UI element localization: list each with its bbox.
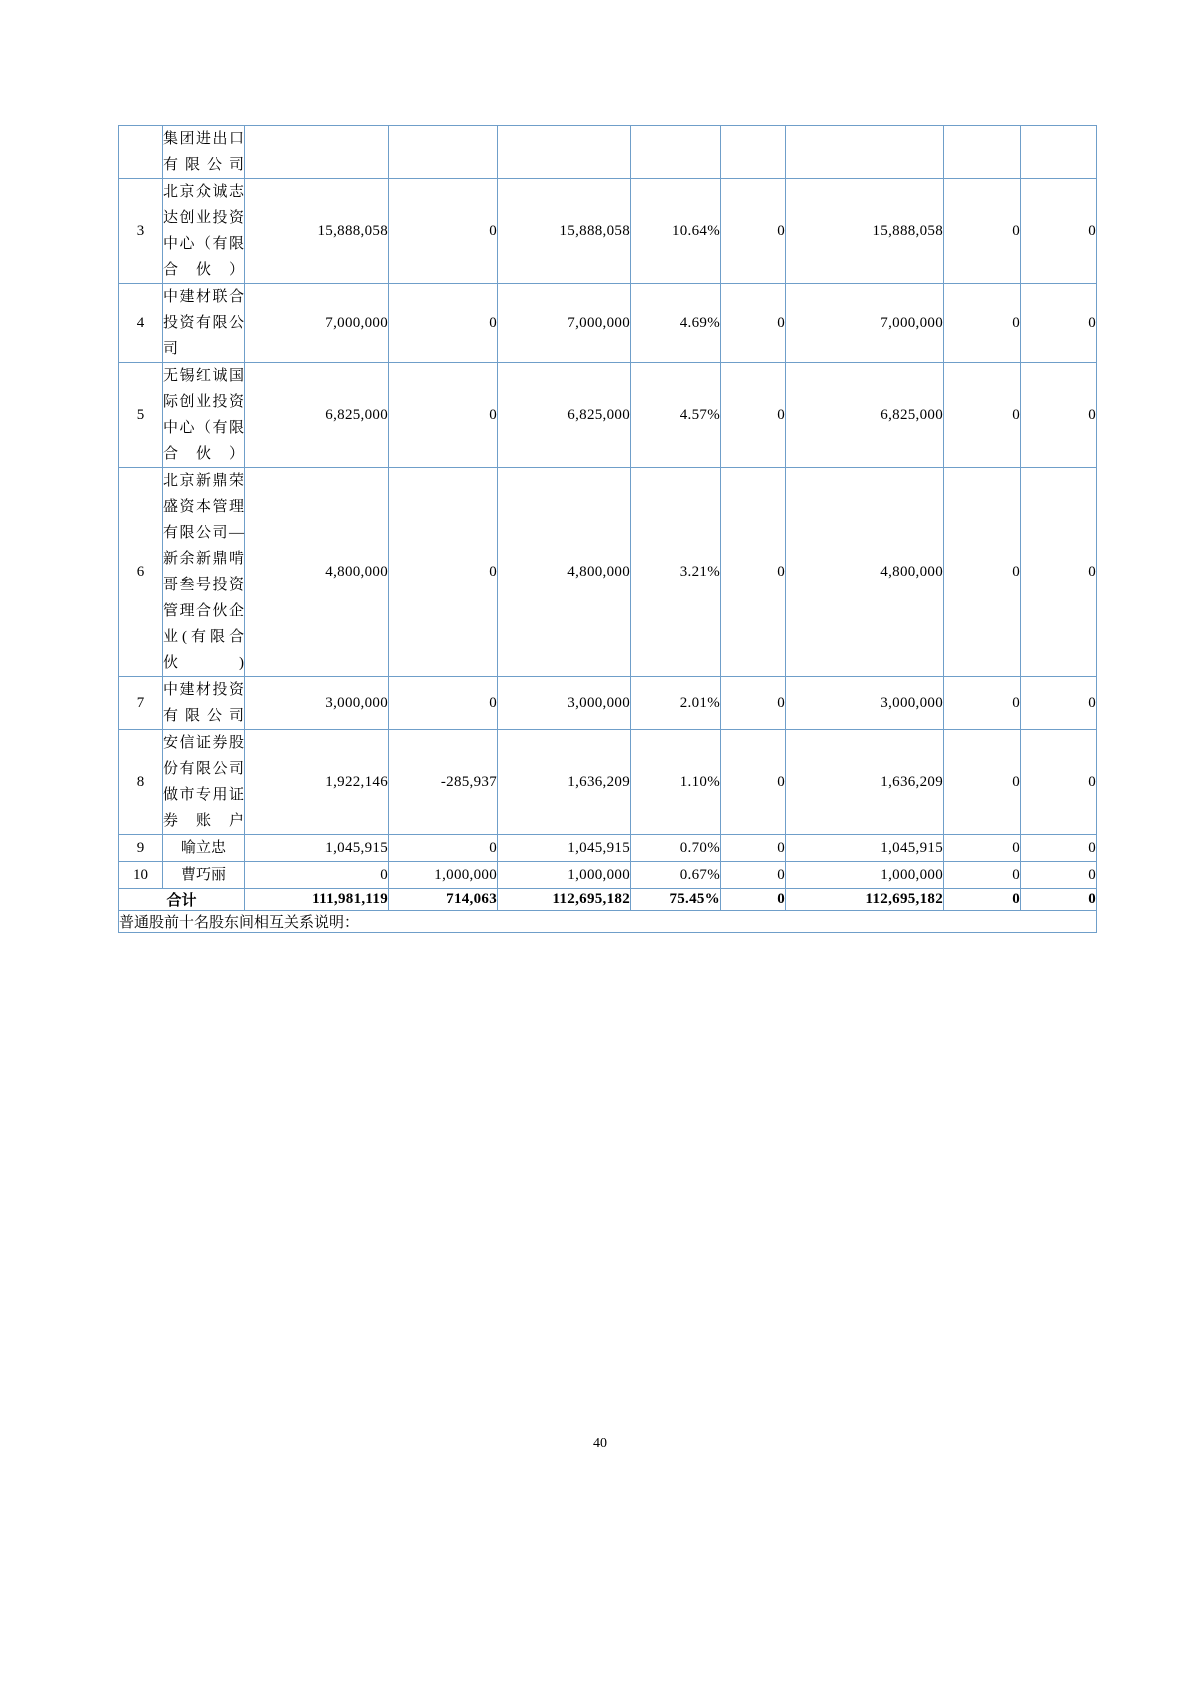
cell-value-4: 0: [721, 284, 786, 363]
cell-value-3: 4,800,000: [498, 468, 631, 677]
total-percent: 75.45%: [631, 889, 721, 911]
total-value-6: 0: [944, 889, 1021, 911]
cell-value-1: 0: [245, 862, 389, 889]
row-index: 8: [119, 730, 163, 835]
cell-value-4: [721, 126, 786, 179]
shareholder-name: 曹巧丽: [163, 862, 245, 889]
shareholder-name: 安信证券股份有限公司做市专用证券账户: [163, 730, 245, 835]
shareholder-name: 喻立忠: [163, 835, 245, 862]
shareholder-name: 北京新鼎荣盛资本管理有限公司—新余新鼎啃哥叁号投资管理合伙企业(有限合伙): [163, 468, 245, 677]
cell-value-7: 0: [1021, 284, 1097, 363]
cell-value-5: 15,888,058: [786, 179, 944, 284]
total-value-5: 112,695,182: [786, 889, 944, 911]
cell-value-6: 0: [944, 862, 1021, 889]
cell-value-7: 0: [1021, 179, 1097, 284]
cell-value-2: 0: [389, 677, 498, 730]
total-label: 合计: [119, 889, 245, 911]
cell-value-5: [786, 126, 944, 179]
cell-value-3: 1,000,000: [498, 862, 631, 889]
cell-value-2: -285,937: [389, 730, 498, 835]
cell-value-7: 0: [1021, 730, 1097, 835]
cell-value-7: 0: [1021, 835, 1097, 862]
cell-value-6: 0: [944, 468, 1021, 677]
cell-value-2: 0: [389, 179, 498, 284]
cell-value-1: 7,000,000: [245, 284, 389, 363]
table-row: [119, 677, 1097, 730]
table-note: 普通股前十名股东间相互关系说明：: [119, 911, 1097, 933]
cell-value-4: 0: [721, 179, 786, 284]
cell-value-3: 15,888,058: [498, 179, 631, 284]
shareholder-name: 北京众诚志达创业投资中心（有限合伙）: [163, 179, 245, 284]
cell-value-7: 0: [1021, 677, 1097, 730]
cell-value-3: 3,000,000: [498, 677, 631, 730]
cell-value-5: 1,636,209: [786, 730, 944, 835]
total-value-3: 112,695,182: [498, 889, 631, 911]
shareholder-name: 集团进出口有限公司: [163, 126, 245, 179]
row-index: 5: [119, 363, 163, 468]
cell-value-5: 7,000,000: [786, 284, 944, 363]
cell-percent: 0.70%: [631, 835, 721, 862]
shareholder-name: 中建材投资有限公司: [163, 677, 245, 730]
cell-value-6: [944, 126, 1021, 179]
cell-percent: 0.67%: [631, 862, 721, 889]
row-index: 7: [119, 677, 163, 730]
cell-value-6: 0: [944, 835, 1021, 862]
cell-value-2: 1,000,000: [389, 862, 498, 889]
cell-value-2: [389, 126, 498, 179]
shareholders-table: [118, 125, 1097, 933]
cell-value-1: 6,825,000: [245, 363, 389, 468]
table-row: [119, 284, 1097, 363]
row-index: 3: [119, 179, 163, 284]
cell-value-5: 4,800,000: [786, 468, 944, 677]
cell-value-3: 1,045,915: [498, 835, 631, 862]
cell-value-4: 0: [721, 468, 786, 677]
table-row: [119, 468, 1097, 677]
cell-value-3: 7,000,000: [498, 284, 631, 363]
cell-value-1: 4,800,000: [245, 468, 389, 677]
table-row: [119, 835, 1097, 862]
cell-percent: 3.21%: [631, 468, 721, 677]
cell-value-2: 0: [389, 835, 498, 862]
table-note-row: [119, 911, 1097, 933]
cell-percent: 1.10%: [631, 730, 721, 835]
cell-value-1: 1,922,146: [245, 730, 389, 835]
cell-value-4: 0: [721, 730, 786, 835]
cell-value-5: 1,000,000: [786, 862, 944, 889]
cell-value-5: 1,045,915: [786, 835, 944, 862]
cell-value-1: [245, 126, 389, 179]
cell-value-6: 0: [944, 363, 1021, 468]
cell-value-1: 15,888,058: [245, 179, 389, 284]
table-row: [119, 179, 1097, 284]
cell-value-3: 1,636,209: [498, 730, 631, 835]
total-value-4: 0: [721, 889, 786, 911]
cell-value-7: 0: [1021, 862, 1097, 889]
cell-value-6: 0: [944, 730, 1021, 835]
cell-value-2: 0: [389, 363, 498, 468]
total-value-2: 714,063: [389, 889, 498, 911]
cell-value-1: 3,000,000: [245, 677, 389, 730]
cell-value-4: 0: [721, 835, 786, 862]
table-row: [119, 126, 1097, 179]
cell-value-3: 6,825,000: [498, 363, 631, 468]
cell-percent: 10.64%: [631, 179, 721, 284]
page-number: 40: [593, 1436, 607, 1451]
cell-value-2: 0: [389, 468, 498, 677]
cell-value-6: 0: [944, 677, 1021, 730]
shareholder-name: 无锡红诚国际创业投资中心（有限合伙）: [163, 363, 245, 468]
cell-value-5: 6,825,000: [786, 363, 944, 468]
table-total-row: [119, 889, 1097, 911]
row-index: 9: [119, 835, 163, 862]
cell-value-7: 0: [1021, 363, 1097, 468]
cell-value-2: 0: [389, 284, 498, 363]
shareholder-name: 中建材联合投资有限公司: [163, 284, 245, 363]
cell-value-7: 0: [1021, 468, 1097, 677]
cell-value-6: 0: [944, 284, 1021, 363]
cell-percent: 4.57%: [631, 363, 721, 468]
cell-value-7: [1021, 126, 1097, 179]
cell-value-4: 0: [721, 363, 786, 468]
table-row: [119, 862, 1097, 889]
cell-value-1: 1,045,915: [245, 835, 389, 862]
row-index: 6: [119, 468, 163, 677]
row-index: [119, 126, 163, 179]
cell-value-6: 0: [944, 179, 1021, 284]
shareholders-table-container: [118, 125, 1096, 933]
cell-value-4: 0: [721, 677, 786, 730]
cell-percent: [631, 126, 721, 179]
cell-value-4: 0: [721, 862, 786, 889]
table-row: [119, 363, 1097, 468]
table-row: [119, 730, 1097, 835]
row-index: 10: [119, 862, 163, 889]
cell-percent: 4.69%: [631, 284, 721, 363]
row-index: 4: [119, 284, 163, 363]
cell-value-5: 3,000,000: [786, 677, 944, 730]
total-value-7: 0: [1021, 889, 1097, 911]
cell-percent: 2.01%: [631, 677, 721, 730]
cell-value-3: [498, 126, 631, 179]
total-value-1: 111,981,119: [245, 889, 389, 911]
